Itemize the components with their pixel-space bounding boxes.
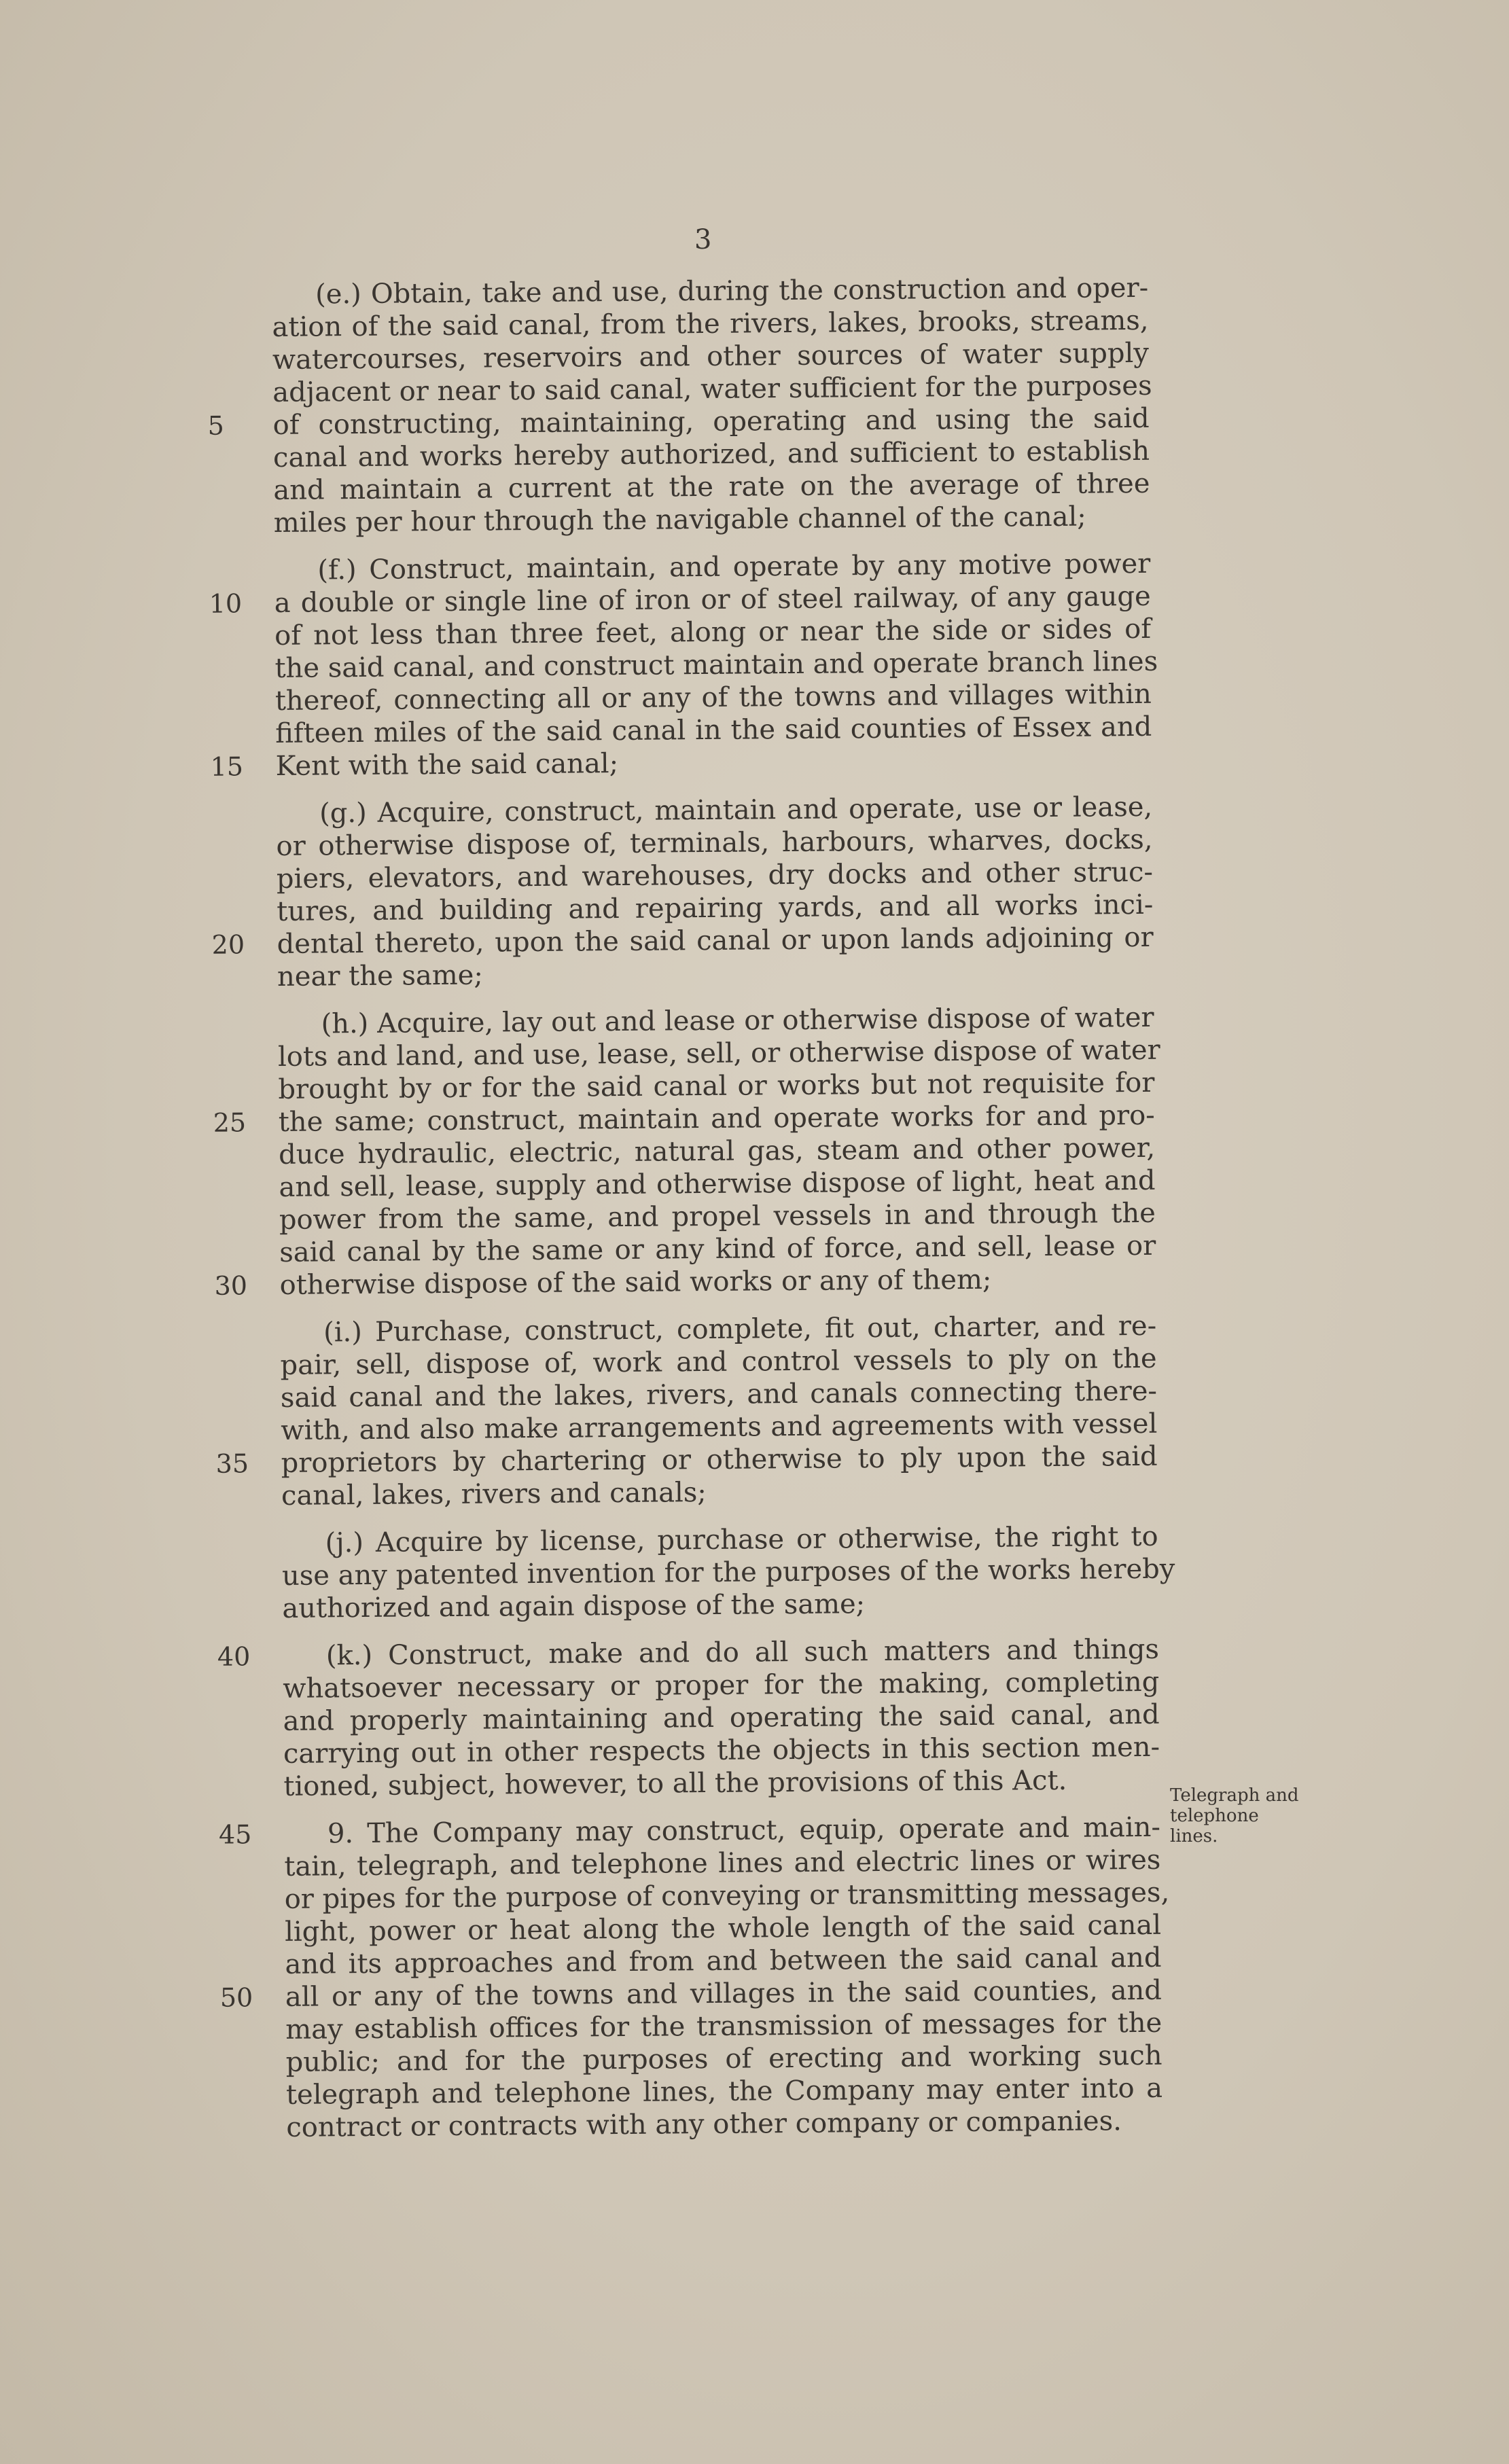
line-text: of not less than three feet, along or near the side or sides of xyxy=(274,613,1152,651)
line-text: ation of the said canal, from the rivers, lakes, brooks, streams, xyxy=(272,304,1149,343)
line-text: said canal by the same or any kind of force, and sell, lease or xyxy=(279,1230,1156,1268)
line-number xyxy=(209,554,263,555)
line-number xyxy=(213,1073,267,1074)
line-number: 25 xyxy=(213,1107,247,1138)
line-text: (e.) Obtain, take and use, during the construction and oper- xyxy=(315,272,1149,310)
line-text: or pipes for the purpose of conveying or transmitting messages, xyxy=(284,1876,1170,1915)
line-text: duce hydraulic, electric, natural gas, steam and other power, xyxy=(278,1132,1156,1171)
line-text: and its approaches and from and between the said canal and xyxy=(285,1942,1162,1980)
line-number: 50 xyxy=(219,1982,253,2013)
line-number xyxy=(208,474,262,475)
line-text: (f.) Construct, maintain, and operate by any motive power xyxy=(317,548,1151,586)
line-number xyxy=(207,311,261,312)
line-number: 10 xyxy=(209,588,243,619)
margin-note-line: lines. xyxy=(1170,1826,1218,1846)
paragraph xyxy=(281,1520,1175,1625)
line-text: piers, elevators, and warehouses, dry docks and other struc- xyxy=(276,856,1154,895)
line-number xyxy=(219,1883,274,1884)
line-text: telegraph and telephone lines, the Company may enter into a xyxy=(285,2072,1163,2111)
paragraph xyxy=(211,791,1154,993)
line-text: and properly maintaining and operating the said canal, and xyxy=(283,1698,1160,1737)
line-text: brought by or for the said canal or works but not requisite for xyxy=(278,1067,1155,1105)
line-number xyxy=(212,1008,266,1009)
paragraph xyxy=(207,272,1152,539)
line-number xyxy=(217,1705,272,1706)
line-text: all or any of the towns and villages in the said counties, and xyxy=(285,1974,1162,2013)
line-number xyxy=(207,376,262,377)
line-number xyxy=(211,830,265,831)
line-text: otherwise dispose of the said works or any of them; xyxy=(279,1264,992,1301)
line-number xyxy=(209,652,264,653)
text-line xyxy=(282,1586,1158,1625)
line-number xyxy=(210,717,264,718)
text-line xyxy=(277,954,1154,993)
line-number: 45 xyxy=(218,1819,252,1850)
line-text: proprietors by chartering or otherwise to ply upon the said xyxy=(281,1440,1158,1479)
line-text: watercourses, reservoirs and other sources of water supply xyxy=(272,337,1150,376)
line-text: may establish offices for the transmission of messages for the xyxy=(285,2007,1162,2046)
line-text: a double or single line of iron or of steel railway, of any gauge xyxy=(274,580,1151,619)
line-number xyxy=(221,2111,275,2112)
line-text: canal and works hereby authorized, and sufficient to establish xyxy=(272,435,1150,474)
line-text: lots and land, and use, lease, sell, or otherwise dispose of water xyxy=(277,1034,1160,1073)
line-text: said canal and the lakes, rivers, and canals connecting there- xyxy=(280,1375,1158,1414)
line-text: tain, telegraph, and telephone lines and electric lines or wires xyxy=(284,1844,1161,1882)
line-number: 5 xyxy=(207,410,225,441)
line-text: carrying out in other respects the objects in this section men- xyxy=(283,1731,1160,1770)
line-text: the same; construct, maintain and operate works for and pro- xyxy=(278,1099,1155,1138)
line-text: adjacent or near to said canal, water sufficient for the purposes xyxy=(272,370,1152,408)
paragraph xyxy=(215,1310,1158,1512)
line-number xyxy=(216,1527,270,1528)
line-text: 9. The Company may construct, equip, operate and main- xyxy=(327,1811,1161,1850)
line-text: of constructing, maintaining, operating and using the said xyxy=(272,402,1150,441)
paragraph xyxy=(209,548,1158,783)
line-number: 15 xyxy=(210,751,244,782)
line-text: use any patented invention for the purposes of the works hereby xyxy=(281,1553,1175,1592)
line-text: authorized and again dispose of the same; xyxy=(282,1588,866,1624)
line-number: 40 xyxy=(217,1641,251,1672)
line-text: and sell, lease, supply and otherwise dispose of light, heat and xyxy=(279,1164,1156,1203)
line-text: miles per hour through the navigable channel of the canal; xyxy=(273,501,1086,539)
margin-note-line: telephone xyxy=(1170,1806,1259,1826)
line-text: (j.) Acquire by license, purchase or otherwise, the right to xyxy=(325,1520,1158,1559)
paragraph xyxy=(213,1001,1160,1302)
text-line xyxy=(274,500,1150,539)
text-line xyxy=(214,1262,1156,1302)
text-line xyxy=(281,1473,1158,1512)
line-text: whatsoever necessary or proper for the making, completing xyxy=(283,1666,1160,1704)
line-text: thereof, connecting all or any of the towns and villages within xyxy=(274,678,1152,717)
line-number xyxy=(219,1948,274,1949)
line-number xyxy=(217,1592,271,1593)
line-number xyxy=(213,1171,268,1172)
line-text: Kent with the said canal; xyxy=(275,748,619,782)
line-text: (i.) Purchase, construct, complete, fit out, charter, and re- xyxy=(323,1310,1157,1349)
margin-note-line: Telegraph and xyxy=(1170,1785,1299,1806)
line-text: or otherwise dispose of, terminals, harbours, wharves, docks, xyxy=(276,823,1153,862)
margin-note xyxy=(1170,1785,1326,1846)
line-number: 30 xyxy=(214,1270,248,1301)
line-text: near the same; xyxy=(277,959,484,993)
line-text: public; and for the purposes of erecting and working such xyxy=(285,2039,1162,2078)
line-text: tures, and building and repairing yards, and all works inci- xyxy=(277,889,1154,927)
text-line xyxy=(210,743,1152,783)
text-line xyxy=(283,1764,1160,1803)
line-number xyxy=(215,1414,270,1415)
line-number xyxy=(218,1770,272,1771)
line-text: the said canal, and construct maintain and operate branch lines xyxy=(274,645,1158,684)
line-text: contract or contracts with any other company or companies. xyxy=(286,2105,1122,2143)
body-text xyxy=(207,272,1175,2159)
text-line xyxy=(286,2105,1162,2144)
line-text: with, and also make arrangements and agreements with vessel xyxy=(281,1408,1158,1446)
line-text: canal, lakes, rivers and canals; xyxy=(281,1477,707,1512)
line-number xyxy=(214,1236,268,1237)
line-number: 20 xyxy=(211,929,245,960)
paragraph xyxy=(217,1633,1160,1803)
line-number xyxy=(211,895,266,896)
paragraph xyxy=(218,1811,1170,2144)
line-number: 35 xyxy=(215,1448,249,1479)
line-number xyxy=(220,2046,274,2047)
line-text: tioned, subject, however, to all the provisions of this Act. xyxy=(283,1764,1067,1802)
line-text: and maintain a current at the rate on the average of three xyxy=(273,467,1150,506)
line-text: dental thereto, upon the said canal or upon lands adjoining or xyxy=(277,921,1154,960)
line-text: (h.) Acquire, lay out and lease or otherwise dispose of water xyxy=(321,1001,1154,1040)
line-text: (k.) Construct, make and do all such matters and things xyxy=(325,1633,1160,1672)
line-text: (g.) Acquire, construct, maintain and operate, use or lease, xyxy=(319,791,1153,829)
line-text: power from the same, and propel vessels in and through the xyxy=(279,1197,1156,1236)
line-text: light, power or heat along the whole length of the said canal xyxy=(284,1909,1162,1948)
line-text: pair, sell, dispose of, work and control vessels to ply on the xyxy=(280,1342,1157,1381)
page-number: 3 xyxy=(694,224,712,255)
line-text: fifteen miles of the said canal in the said counties of Essex and xyxy=(275,711,1152,749)
line-number xyxy=(215,1349,269,1350)
